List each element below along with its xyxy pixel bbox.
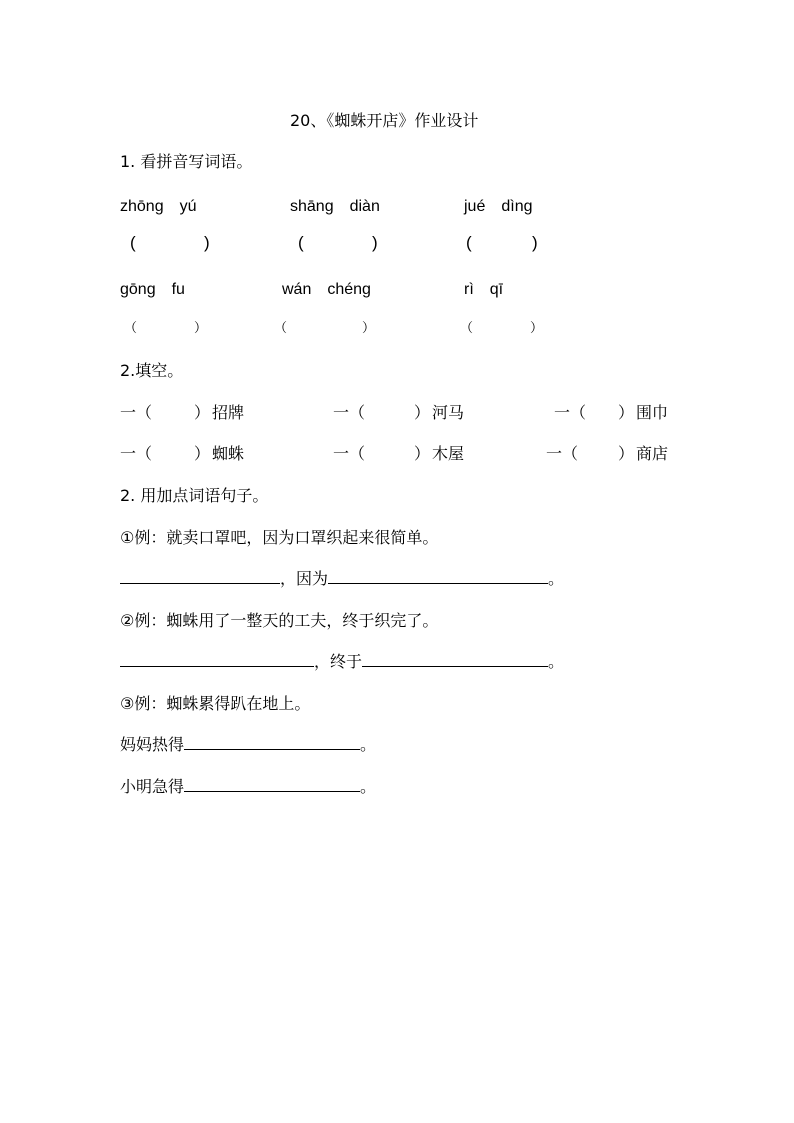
example-3: ③例：蜘蛛累得趴在地上。 [120, 694, 311, 713]
fill-word: 商店 [636, 444, 669, 463]
answer-line-2 [120, 649, 564, 672]
fill-word: 木屋 [432, 444, 465, 463]
paren-close: ） [362, 320, 376, 335]
q1-heading: 1. 看拼音写词语。 [120, 152, 253, 171]
pinyin-wancheng: wán chéng [282, 281, 371, 298]
paren-open: ( [466, 233, 472, 252]
fill-word: 招牌 [212, 403, 245, 422]
paren-close: ） [530, 320, 544, 335]
answer-line-4 [120, 774, 376, 797]
example-2: ②例：蜘蛛用了一整天的工夫，终于织完了。 [120, 611, 439, 630]
page-title: 20、《蜘蛛开店》作业设计 [290, 111, 479, 130]
paren-close: ) [372, 233, 378, 252]
fill-word: 河马 [432, 403, 465, 422]
period: 。 [548, 652, 565, 671]
answer-line-1 [120, 566, 564, 589]
fill-prefix: 一（ [333, 444, 366, 463]
blank-line[interactable] [328, 567, 548, 584]
blank-line[interactable] [120, 650, 314, 667]
paren-close: ) [204, 233, 210, 252]
blank-line[interactable] [120, 567, 280, 584]
q2-heading: 2.填空。 [120, 361, 184, 380]
paren-open: ( [130, 233, 136, 252]
connector-text: ，因为 [280, 569, 329, 588]
fill-prefix: 一（ [120, 403, 153, 422]
blank-line[interactable] [362, 650, 548, 667]
period: 。 [548, 569, 565, 588]
fill-prefix: 一（ [333, 403, 366, 422]
paren-open: （ [274, 320, 288, 335]
fill-prefix: 一（ [554, 403, 587, 422]
paren-open: ( [298, 233, 304, 252]
fill-close: ） [194, 444, 211, 463]
paren-open: （ [124, 320, 138, 335]
paren-close: ） [194, 320, 208, 335]
q3-heading: 2. 用加点词语句子。 [120, 486, 269, 505]
pinyin-jueding: jué dìng [464, 198, 533, 215]
blank-line[interactable] [184, 775, 360, 792]
fill-close: ） [414, 403, 431, 422]
answer-line-3 [120, 732, 376, 755]
connector-text: ，终于 [314, 652, 363, 671]
pinyin-shangdian: shāng diàn [290, 198, 380, 215]
pinyin-zhongyu: zhōng yú [120, 198, 197, 215]
paren-open: （ [460, 320, 474, 335]
fill-prefix: 一（ [546, 444, 579, 463]
pinyin-riqi: rì qī [464, 281, 504, 298]
prompt-text: 妈妈热得 [120, 735, 185, 754]
example-1: ①例：就卖口罩吧，因为口罩织起来很简单。 [120, 528, 439, 547]
prompt-text: 小明急得 [120, 777, 185, 796]
fill-close: ） [618, 403, 635, 422]
blank-line[interactable] [184, 733, 360, 750]
paren-close: ) [532, 233, 538, 252]
pinyin-gongfu: gōng fu [120, 281, 185, 298]
fill-word: 围巾 [636, 403, 669, 422]
fill-word: 蜘蛛 [212, 444, 245, 463]
fill-close: ） [618, 444, 635, 463]
fill-close: ） [194, 403, 211, 422]
fill-prefix: 一（ [120, 444, 153, 463]
period: 。 [360, 777, 377, 796]
period: 。 [360, 735, 377, 754]
fill-close: ） [414, 444, 431, 463]
